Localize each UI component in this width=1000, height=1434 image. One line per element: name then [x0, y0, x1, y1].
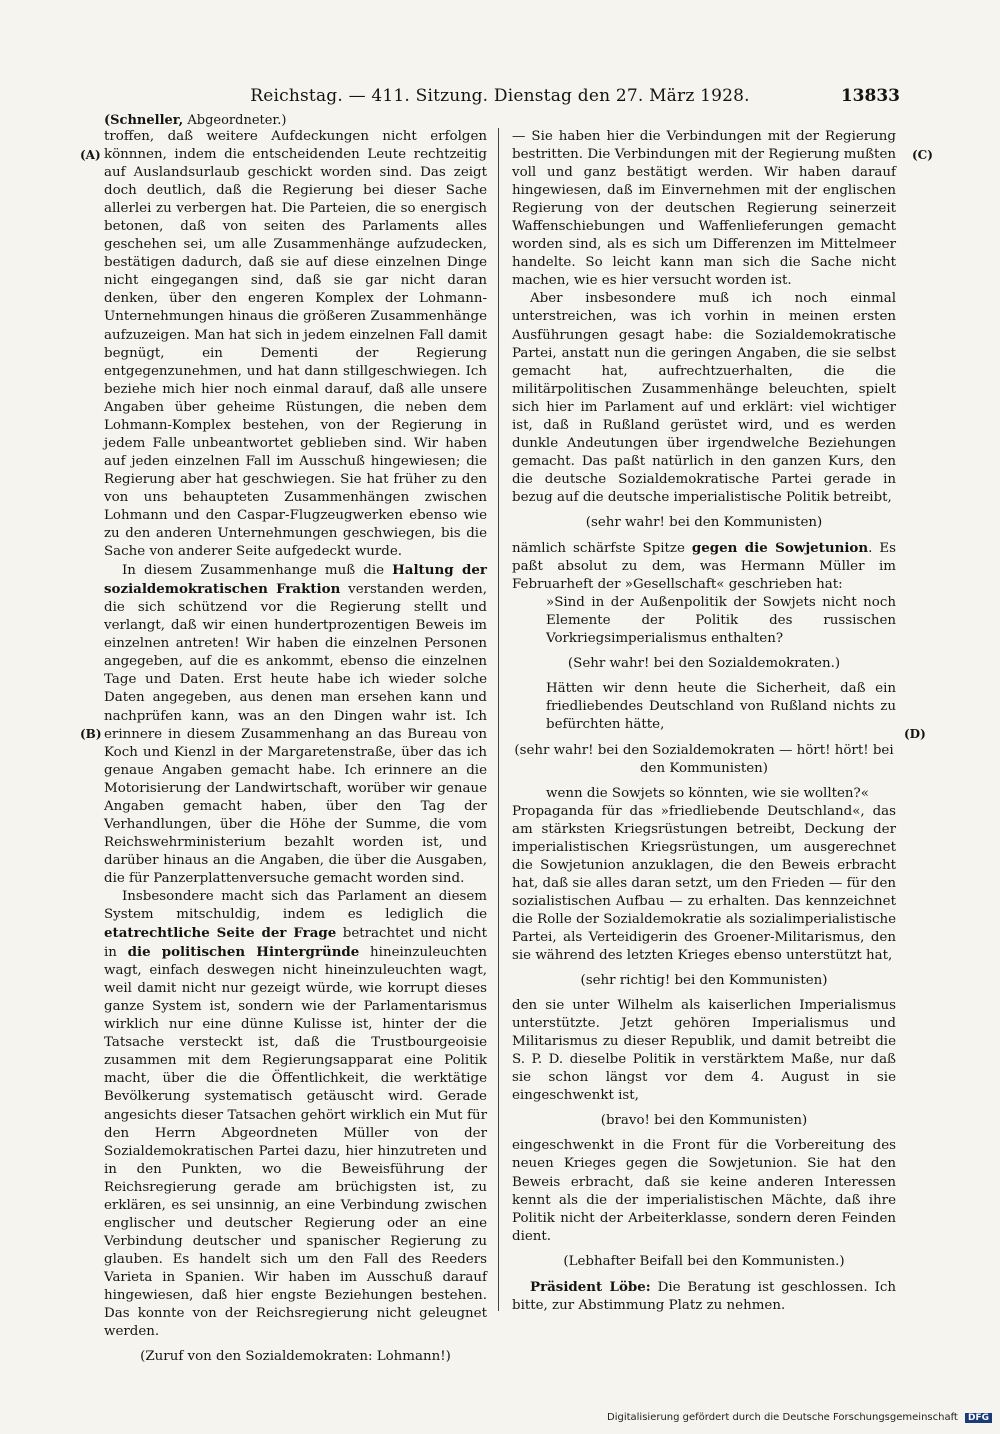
- quote: »Sind in der Außenpolitik der Sowjets nicht noch Elemente der Politik des russischen Vorkriegsimperialismus enthalten?: [546, 595, 896, 647]
- speaker-name: (Schneller,: [104, 113, 184, 128]
- interjection: (Sehr wahr! bei den Sozialdemokraten.): [567, 656, 841, 672]
- digitization-footer: [607, 1412, 992, 1423]
- quote: wenn die Sowjets so könnten, wie sie wollten?«: [546, 785, 869, 801]
- margin-marker-c: (C): [912, 148, 933, 162]
- paragraph: Aber insbesondere muß ich noch einmal unterstreichen, was ich vorhin in meinen ersten Ausführungen gesagt habe: die Sozialdemokratische Partei, anstatt nun die geringen Angaben, die sie selbst gemacht hat, aufrechtzuerhalten, die die militärpolitischen Zusammenhänge beleuchten, spielt sich hier im Parlament auf und erklärt: viel wichtiger ist, daß in Rußland gerüstet wird, und es werden dunkle Andeutungen über irgendwelche Beziehungen gemacht. Das paßt natürlich in den ganzen Kurs, den die deutsche Sozialdemokratische Partei gerade in bezug auf die deutsche imperialistische Politik betreibt,: [512, 291, 896, 505]
- interjection: (Lebhafter Beifall bei den Kommunisten.): [563, 1253, 845, 1269]
- margin-marker-a: (A): [80, 148, 101, 162]
- bold-phrase: Haltung der sozialdemokratischen Fraktion: [104, 562, 487, 598]
- column-divider: [498, 128, 499, 1311]
- president-name: Präsident Löbe:: [530, 1278, 651, 1295]
- interjection: (Zuruf von den Sozialdemokraten: Lohmann!): [140, 1349, 451, 1365]
- interjection: (bravo! bei den Kommunisten): [600, 1113, 808, 1129]
- speaker-continuation: [104, 113, 286, 128]
- right-column: [512, 128, 896, 1315]
- bold-phrase: gegen die Sowjetunion: [691, 540, 869, 557]
- paragraph: eingeschwenkt in die Front für die Vorbereitung des neuen Krieges gegen die Sowjetunion. Sie hat den Beweis erbracht, daß sie keine anderen Interessen kennt als die der imperialistischen Mächte, daß ihre Politik nicht der Arbeiterklasse, sondern deren Feinden dient.: [512, 1138, 896, 1244]
- paragraph: Insbesondere macht sich das Parlament an diesem System mitschuldig, indem es lediglich die etatrechtliche Seite der Frage betrachtet und nicht in die politischen Hintergründe hineinzuleuchten wagt, einfach deswegen nicht hineinzuleuchten wagt, weil damit nicht nur gezeigt würde, wie korrupt dieses ganze System ist, sondern wie der Parlamentarismus wirklich nur eine dünne Kulisse ist, hinter der die Tatsache versteckt ist, daß die Trustbourgeoisie zusammen mit dem Regierungsapparat eine Politik macht, über die die Öffentlichkeit, die werktätige Bevölkerung systematisch getäuscht wird. Gerade angesichts dieser Tatsachen gehört wirklich ein Mut für den Herrn Abgeordneten Müller von der Sozialdemokratischen Partei dazu, hier hinzutreten und in den Punkten, wo die Beweisführung der Reichsregierung gerade am brüchigsten ist, zu erklären, es sei unsinnig, an eine Verbindung zwischen englischer und deutscher Regierung oder an eine Verbindung deutscher und spanischer Regierung zu glauben. Es handelt sich um den Fall des Reeders Varieta in Spanien. Wir haben im Ausschuß darauf hingewiesen, daß hier engste Beziehungen bestehen. Das konnte von der Reichsregierung nicht geleugnet werden.: [104, 888, 488, 1340]
- interjection: (sehr wahr! bei den Sozialdemokraten — hört! hört! bei den Kommunisten): [514, 742, 894, 776]
- left-column: [104, 128, 487, 1366]
- interjection: (sehr richtig! bei den Kommunisten): [580, 973, 828, 989]
- margin-marker-b: (B): [80, 727, 102, 741]
- paragraph: nämlich schärfste Spitze gegen die Sowjetunion. Es paßt absolut zu dem, was Hermann Müller im Februarheft der »Gesellschaft« geschrieben hat:: [512, 540, 896, 593]
- speaker-role: Abgeordneter.): [187, 113, 287, 128]
- page-header: [100, 86, 900, 110]
- footer-text: Digitalisierung gefördert durch die Deutsche Forschungsgemeinschaft: [607, 1412, 958, 1423]
- page-number: 13833: [840, 86, 900, 106]
- paragraph: — Sie haben hier die Verbindungen mit der Regierung bestritten. Die Verbindungen mit der Regierung mußten voll und ganz bestätigt werden. Wir haben darauf hingewiesen, daß im Einvernehmen mit der englischen Regierung von der deutschen Regierung seinerzeit Waffenschiebungen und Waffenlieferungen gemacht worden sind, als es sich um Differenzen im Mittelmeer handelte. So leicht kann man sich die Sache nicht machen, wie es hier versucht worden ist.: [512, 129, 896, 289]
- running-title: Reichstag. — 411. Sitzung. Dienstag den 27. März 1928.: [250, 86, 750, 106]
- interjection: (sehr wahr! bei den Kommunisten): [585, 514, 823, 530]
- paragraph: In diesem Zusammenhange muß die Haltung der sozialdemokratischen Fraktion verstanden werden, die sich schützend vor die Regierung stellt und verlangt, daß wir einen hundertprozentigen Beweis im einzelnen antreten! Wir haben die einzelnen Personen angegeben, auf die es ankommt, ebenso die einzelnen Tage und Daten. Erst heute habe ich wieder solche Daten angegeben, aus denen man ersehen kann und nachprüfen kann, was an den Dingen wahr ist. Ich erinnere in diesem Zusammenhang an das Bureau von Koch und Kienzl in der Margaretenstraße, über das ich genaue Angaben gemacht habe. Ich erinnere an die Motorisierung der Landwirtschaft, worüber wir genaue Angaben gemacht haben, über den Tag der Verhandlungen, über die Höhe der Summe, die vom Reichswehrministerium bezahlt worden ist, und darüber hinaus an die Angaben, die über die Ausgaben, die für Panzerplattenversuche gemacht worden sind.: [104, 562, 487, 886]
- quote: Hätten wir denn heute die Sicherheit, daß ein friedliebendes Deutschland von Rußland nichts zu befürchten hätte,: [546, 681, 896, 733]
- paragraph: den sie unter Wilhelm als kaiserlichen Imperialismus unterstützte. Jetzt gehören Imperialismus und Militarismus zu dieser Republik, und damit betreibt die S. P. D. dieselbe Politik in verstärktem Maße, nur daß sie schon längst vor dem 4. August in sie eingeschwenkt ist,: [512, 998, 896, 1104]
- margin-marker-d: (D): [904, 727, 926, 741]
- bold-phrase: etatrechtliche Seite der Frage: [104, 925, 337, 942]
- bold-phrase: die politischen Hintergründe: [127, 944, 360, 961]
- paragraph: troffen, daß weitere Aufdeckungen nicht erfolgen könnnen, indem die entscheidenden Leute rechtzeitig auf Auslandsurlaub geschickt worden sind. Das zeigt doch deutlich, daß die Regierung bei dieser Sache allerlei zu verbergen hat. Die Parteien, die so energisch betonen, daß von seiten des Parlaments alles geschehen sei, um alle Zusammenhänge aufzudecken, bestätigen dadurch, daß sie auf diese einzelnen Dinge nicht eingegangen sind, daß sie gar nicht daran denken, über den engeren Komplex der Lohmann-Unternehmungen hinaus die größeren Zusammenhänge aufzuzeigen. Man hat sich in jedem einzelnen Fall damit begnügt, ein Dementi der Regierung entgegenzunehmen, und hat dann stillgeschwiegen. Ich beziehe mich hier noch einmal darauf, daß alle unsere Angaben über geheime Rüstungen, die neben dem Lohmann-Komplex bestehen, von der Regierung in jedem Falle unbeantwortet geblieben sind. Wir haben auf jeden einzelnen Fall im Ausschuß hingewiesen; die Regierung aber hat geschwiegen. Sie hat früher zu den von uns behaupteten Zusammenhängen zwischen Lohmann und den Caspar-Flugzeugwerken ebenso wie zu den anderen Unternehmungen geschwiegen, bis die Sache von anderer Seite aufgedeckt wurde.: [104, 129, 487, 560]
- dfg-logo: DFG: [965, 1413, 992, 1423]
- paragraph: Präsident Löbe: Die Beratung ist geschlossen. Ich bitte, zur Abstimmung Platz zu nehmen.: [512, 1278, 896, 1313]
- paragraph: Propaganda für das »friedliebende Deutschland«, das am stärksten Kriegsrüstungen betreibt, Deckung der imperialistischen Kriegsrüstungen, um ausgerechnet die Sowjetunion anzuklagen, die den Beweis erbracht hat, daß sie alles daran setzt, um den Frieden — für den sozialistischen Aufbau — zu erhalten. Das kennzeichnet die Rolle der Sozialdemokratie als sozialimperialistische Partei, als Verteidigerin des Groener-Militarismus, den sie während des letzten Krieges ebenso unterstützt hat,: [512, 803, 896, 964]
